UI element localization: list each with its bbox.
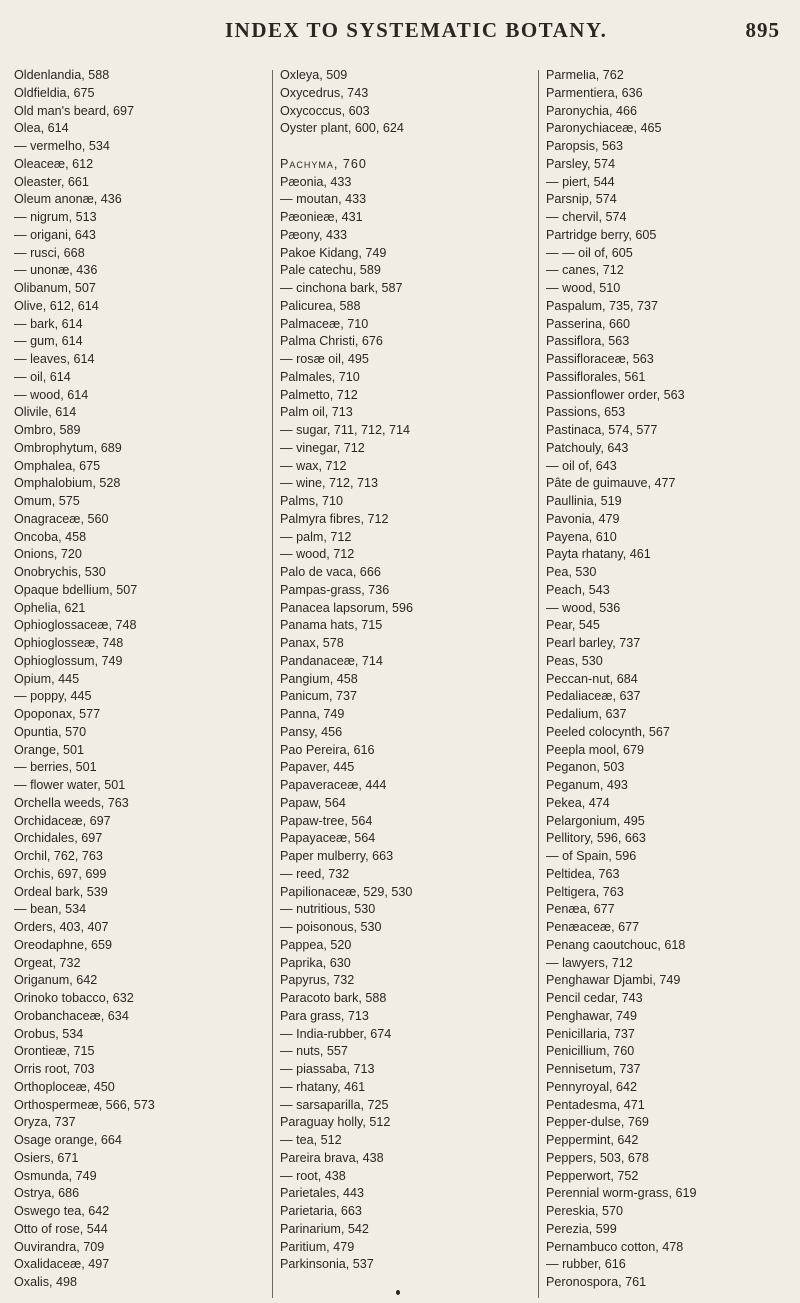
index-entry: Passions, 653 — [546, 405, 626, 420]
index-entry: — wine, 712, 713 — [280, 476, 379, 491]
index-entry: Pennisetum, 737 — [546, 1062, 641, 1076]
index-entry: Pepper-dulse, 769 — [546, 1115, 649, 1130]
index-entry: — bean, 534 — [14, 902, 87, 917]
index-entry: Penicillium, 760 — [546, 1044, 635, 1059]
index-entry: Palo de vaca, 666 — [280, 565, 381, 579]
index-entry: Peronospora, 761 — [546, 1275, 647, 1289]
index-entry: — wood, 536 — [546, 600, 621, 615]
index-entry: Pearl barley, 737 — [546, 636, 641, 650]
index-entry: — vinegar, 712 — [280, 440, 365, 455]
index-entry: Palmales, 710 — [280, 369, 360, 384]
index-entry: Penæaceæ, 677 — [546, 920, 640, 934]
index-entry: Ostrya, 686 — [14, 1186, 80, 1201]
index-entry: Pappea, 520 — [280, 937, 352, 952]
index-entry: Peepla mool, 679 — [546, 742, 645, 757]
index-entry: Oxleya, 509 — [280, 70, 348, 82]
index-entry: Perennial worm-grass, 619 — [546, 1186, 697, 1201]
index-entry: Palm oil, 713 — [280, 405, 353, 420]
index-entry: Orange, 501 — [14, 742, 85, 757]
index-entry: Opaque bdellium, 507 — [14, 582, 138, 597]
index-entry: — poppy, 445 — [14, 689, 92, 704]
index-entry: Olive, 612, 614 — [14, 298, 99, 313]
index-entry: Peltidea, 763 — [546, 866, 620, 881]
index-entry: Passerina, 660 — [546, 316, 631, 331]
index-entry: — unonæ, 436 — [14, 263, 98, 278]
index-entry: — wood, 712 — [280, 547, 355, 562]
index-entry: Paprika, 630 — [280, 955, 351, 970]
index-entry: — lawyers, 712 — [546, 955, 633, 970]
index-entry: — bark, 614 — [14, 316, 83, 331]
index-entry: Parmelia, 762 — [546, 70, 624, 82]
index-entry: Orobanchaceæ, 634 — [14, 1008, 129, 1023]
index-entry: Parsnip, 574 — [546, 192, 617, 207]
index-entry: Osage orange, 664 — [14, 1133, 122, 1147]
index-entry: Parmentiera, 636 — [546, 85, 643, 100]
index-entry: Oleum anonæ, 436 — [14, 192, 122, 207]
index-entry: — moutan, 433 — [280, 192, 367, 207]
index-entry: Paronychiaceæ, 465 — [546, 121, 662, 136]
index-entry: Panicum, 737 — [280, 689, 358, 704]
index-entry: Pastinaca, 574, 577 — [546, 423, 658, 437]
index-entry: Penæa, 677 — [546, 902, 615, 917]
index-entry: — leaves, 614 — [14, 352, 95, 366]
index-entry: Omphalobium, 528 — [14, 476, 121, 491]
index-entry: Panama hats, 715 — [280, 618, 383, 633]
index-entry: Papaw, 564 — [280, 795, 346, 810]
index-entry: Papilionaceæ, 529, 530 — [280, 884, 413, 899]
index-entry: Opoponax, 577 — [14, 707, 101, 721]
index-entry: Palma Christi, 676 — [280, 334, 383, 349]
index-entry: Oryza, 737 — [14, 1115, 76, 1130]
index-entry: Omphalea, 675 — [14, 458, 101, 473]
index-entry: Pâte de guimauve, 477 — [546, 476, 676, 491]
printer-mark — [396, 1290, 400, 1295]
index-entry: Omum, 575 — [14, 494, 80, 508]
index-entry: Pernambuco cotton, 478 — [546, 1239, 684, 1254]
index-entry: Oldfieldia, 675 — [14, 85, 95, 100]
index-entry: Passionflower order, 563 — [546, 387, 685, 402]
index-entry: Pandanaceæ, 714 — [280, 653, 383, 668]
index-entry: Onions, 720 — [14, 547, 82, 562]
index-entry: — wax, 712 — [280, 458, 347, 473]
index-entry: Panacea lapsorum, 596 — [280, 600, 414, 615]
index-entry: — berries, 501 — [14, 760, 97, 775]
index-entry: — rusci, 668 — [14, 245, 85, 260]
index-entry: Parsley, 574 — [546, 156, 616, 171]
index-entry: — sarsaparilla, 725 — [280, 1097, 389, 1112]
index-entry: — gum, 614 — [14, 334, 83, 349]
index-entry: Paraguay holly, 512 — [280, 1115, 391, 1130]
index-entry: Partridge berry, 605 — [546, 227, 657, 242]
index-entry: Old man's beard, 697 — [14, 103, 135, 118]
index-entry: Penghawar Djambi, 749 — [546, 973, 681, 988]
index-entry: Orders, 403, 407 — [14, 920, 109, 934]
index-entry: — wood, 614 — [14, 387, 89, 402]
index-entry: — piassaba, 713 — [280, 1062, 375, 1076]
index-entry: Orobus, 534 — [14, 1026, 84, 1041]
column-entries — [14, 67, 260, 1292]
page-header — [0, 18, 800, 48]
index-entry: — nigrum, 513 — [14, 210, 97, 224]
index-entry: Peltigera, 763 — [546, 884, 624, 899]
index-entry: Oyster plant, 600, 624 — [280, 121, 404, 136]
index-entry: Penang caoutchouc, 618 — [546, 937, 686, 952]
index-entry: Ophioglossaceæ, 748 — [14, 618, 137, 633]
index-entry: Oxalis, 498 — [14, 1275, 77, 1289]
index-entry: Oreodaphne, 659 — [14, 937, 113, 952]
index-entry: Oxycoccus, 603 — [280, 103, 370, 118]
index-entry: — tea, 512 — [280, 1133, 342, 1147]
index-entry: Peppermint, 642 — [546, 1133, 639, 1147]
index-entry: Pear, 545 — [546, 618, 600, 633]
index-entry: Pencil cedar, 743 — [546, 991, 643, 1005]
index-entry: Orthoploceæ, 450 — [14, 1079, 115, 1094]
index-entry: — reed, 732 — [280, 866, 350, 881]
index-entry: Palmyra fibres, 712 — [280, 511, 389, 526]
index-entry: Pæonieæ, 431 — [280, 210, 363, 224]
index-entry: — rubber, 616 — [546, 1257, 626, 1272]
index-entry: Pedalium, 637 — [546, 707, 627, 721]
index-entry: Paropsis, 563 — [546, 139, 624, 153]
index-entry: Passiflora, 563 — [546, 334, 630, 349]
index-entry: Pakoe Kidang, 749 — [280, 245, 387, 260]
index-entry: Parietaria, 663 — [280, 1204, 362, 1218]
index-entry: Opium, 445 — [14, 671, 80, 686]
index-entry: Perezia, 599 — [546, 1221, 617, 1236]
index-entry: Penicillaria, 737 — [546, 1026, 635, 1041]
index-entry: Patchouly, 643 — [546, 440, 629, 455]
index-entry: Peganum, 493 — [546, 778, 628, 792]
index-entry: Orontieæ, 715 — [14, 1044, 95, 1059]
index-entry: Panna, 749 — [280, 707, 345, 721]
index-entry: Oxycedrus, 743 — [280, 85, 369, 100]
index-entry: — root, 438 — [280, 1168, 346, 1183]
index-entry: Orchidales, 697 — [14, 831, 103, 846]
page-title: INDEX TO SYSTEMATIC BOTANY. — [225, 18, 608, 42]
index-entry: Orchella weeds, 763 — [14, 795, 129, 810]
index-entry: — vermelho, 534 — [14, 139, 110, 153]
index-entry: Pennyroyal, 642 — [546, 1079, 638, 1094]
index-entry: Oleaster, 661 — [14, 174, 89, 189]
index-entry: Osmunda, 749 — [14, 1168, 97, 1183]
index-entry: Otto of rose, 544 — [14, 1221, 108, 1236]
index-entry: Olea, 614 — [14, 121, 69, 136]
index-entry: Palms, 710 — [280, 494, 343, 508]
index-entry: Pekea, 474 — [546, 795, 610, 810]
index-entry: — India-rubber, 674 — [280, 1026, 392, 1041]
index-entry: — palm, 712 — [280, 529, 352, 544]
index-entry: Para grass, 713 — [280, 1008, 369, 1023]
index-entry: Pereskia, 570 — [546, 1204, 624, 1218]
index-entry: Papaw-tree, 564 — [280, 813, 373, 828]
index-entry: — of Spain, 596 — [546, 849, 637, 863]
column-entries — [280, 70, 538, 1274]
index-entry: Pedaliaceæ, 637 — [546, 689, 641, 704]
index-entry: Peganon, 503 — [546, 760, 625, 775]
index-entry: Passifloraceæ, 563 — [546, 352, 654, 366]
index-entry: Paracoto bark, 588 — [280, 991, 387, 1005]
index-entry: — — oil of, 605 — [546, 245, 633, 260]
index-entry: Peach, 543 — [546, 582, 610, 597]
index-column-1 — [14, 67, 260, 1292]
index-entry: Onobrychis, 530 — [14, 565, 106, 579]
index-entry: Olivile, 614 — [14, 405, 77, 420]
index-entry: Paspalum, 735, 737 — [546, 298, 659, 313]
index-entry: Onagraceæ, 560 — [14, 511, 109, 526]
index-entry: Papaver, 445 — [280, 760, 355, 775]
index-entry: Pale catechu, 589 — [280, 263, 381, 278]
index-entry: — flower water, 501 — [14, 778, 126, 792]
index-entry: Oncoba, 458 — [14, 529, 87, 544]
index-entry: Pangium, 458 — [280, 671, 358, 686]
index-entry: — cinchona bark, 587 — [280, 281, 403, 295]
index-entry: Pentadesma, 471 — [546, 1097, 645, 1112]
index-entry: Papayaceæ, 564 — [280, 831, 376, 846]
index-entry: Pareira brava, 438 — [280, 1150, 384, 1165]
index-entry: Penghawar, 749 — [546, 1008, 638, 1023]
index-entry: Ophelia, 621 — [14, 600, 86, 615]
index-entry: Paper mulberry, 663 — [280, 849, 394, 863]
index-entry: — oil, 614 — [14, 369, 71, 384]
index-entry: Oleaceæ, 612 — [14, 156, 94, 171]
index-entry: Pellitory, 596, 663 — [546, 831, 646, 846]
index-entry: Orris root, 703 — [14, 1062, 95, 1076]
index-entry: Palicurea, 588 — [280, 298, 361, 313]
index-entry: Panax, 578 — [280, 636, 344, 650]
index-entry: Orchidaceæ, 697 — [14, 813, 111, 828]
index-entry: — poisonous, 530 — [280, 920, 382, 934]
index-entry: — nutritious, 530 — [280, 902, 376, 917]
index-entry: Peas, 530 — [546, 653, 603, 668]
index-entry: Pansy, 456 — [280, 724, 343, 739]
index-entry: — wood, 510 — [546, 281, 621, 295]
index-entry: Pepperwort, 752 — [546, 1168, 639, 1183]
index-entry: Ophioglossum, 749 — [14, 653, 123, 668]
index-entry: Papyrus, 732 — [280, 973, 355, 988]
index-entry: Pea, 530 — [546, 565, 597, 579]
index-entry: — rhatany, 461 — [280, 1079, 366, 1094]
index-entry: — piert, 544 — [546, 174, 615, 189]
index-entry: Oldenlandia, 588 — [14, 68, 110, 82]
index-entry: Pæony, 433 — [280, 227, 347, 242]
index-entry: Paritium, 479 — [280, 1239, 355, 1254]
index-entry: — origani, 643 — [14, 227, 96, 242]
index-entry: Opuntia, 570 — [14, 724, 87, 739]
index-entry: Palmetto, 712 — [280, 387, 358, 402]
index-entry: Orgeat, 732 — [14, 955, 81, 970]
index-entry: Papaveraceæ, 444 — [280, 778, 387, 792]
index-entry: Peccan-nut, 684 — [546, 671, 638, 686]
index-entry: — oil of, 643 — [546, 458, 617, 473]
index-entry: Payena, 610 — [546, 529, 617, 544]
index-entry: Orinoko tobacco, 632 — [14, 991, 134, 1005]
index-entry: Pelargonium, 495 — [546, 813, 645, 828]
index-entry: Parietales, 443 — [280, 1186, 365, 1201]
index-entry: Parinarium, 542 — [280, 1221, 369, 1236]
index-entry: Passiflorales, 561 — [546, 369, 646, 384]
index-entry: Osiers, 671 — [14, 1150, 79, 1165]
index-column-3 — [538, 70, 800, 1298]
column-entries — [546, 70, 800, 1292]
index-entry: — canes, 712 — [546, 263, 624, 278]
index-entry: Pao Pereira, 616 — [280, 742, 375, 757]
index-entry: Payta rhatany, 461 — [546, 547, 651, 562]
index-entry: Ordeal bark, 539 — [14, 884, 108, 899]
index-entry: Peppers, 503, 678 — [546, 1150, 649, 1165]
index-entry: Paronychia, 466 — [546, 103, 638, 118]
index-entry: Oxalidaceæ, 497 — [14, 1257, 110, 1272]
index-entry: Parkinsonia, 537 — [280, 1257, 374, 1272]
index-entry: — sugar, 711, 712, 714 — [280, 423, 410, 437]
index-entry: — chervil, 574 — [546, 210, 627, 224]
index-entry: Peeled colocynth, 567 — [546, 724, 670, 739]
index-entry: Palmaceæ, 710 — [280, 316, 369, 331]
index-entry: Orthospermeæ, 566, 573 — [14, 1097, 155, 1112]
index-entry: Origanum, 642 — [14, 973, 98, 988]
index-entry: Pachyma, 760 — [280, 156, 367, 171]
index-entry: Pampas-grass, 736 — [280, 582, 390, 597]
index-entry: — rosæ oil, 495 — [280, 352, 369, 366]
index-entry: — nuts, 557 — [280, 1044, 348, 1059]
index-entry: Olibanum, 507 — [14, 281, 96, 295]
index-entry: Ombro, 589 — [14, 423, 81, 437]
index-entry: Paullinia, 519 — [546, 494, 622, 508]
page-number: 895 — [745, 18, 780, 42]
index-entry: Ombrophytum, 689 — [14, 440, 122, 455]
index-entry: Orchis, 697, 699 — [14, 866, 107, 881]
index-entry: Oswego tea, 642 — [14, 1204, 110, 1218]
index-column-2 — [272, 70, 538, 1298]
index-entry: Ophioglosseæ, 748 — [14, 636, 124, 650]
index-entry: Pæonia, 433 — [280, 174, 352, 189]
index-entry: Pavonia, 479 — [546, 511, 620, 526]
index-entry: Orchil, 762, 763 — [14, 849, 103, 863]
index-entry: Ouvirandra, 709 — [14, 1239, 105, 1254]
